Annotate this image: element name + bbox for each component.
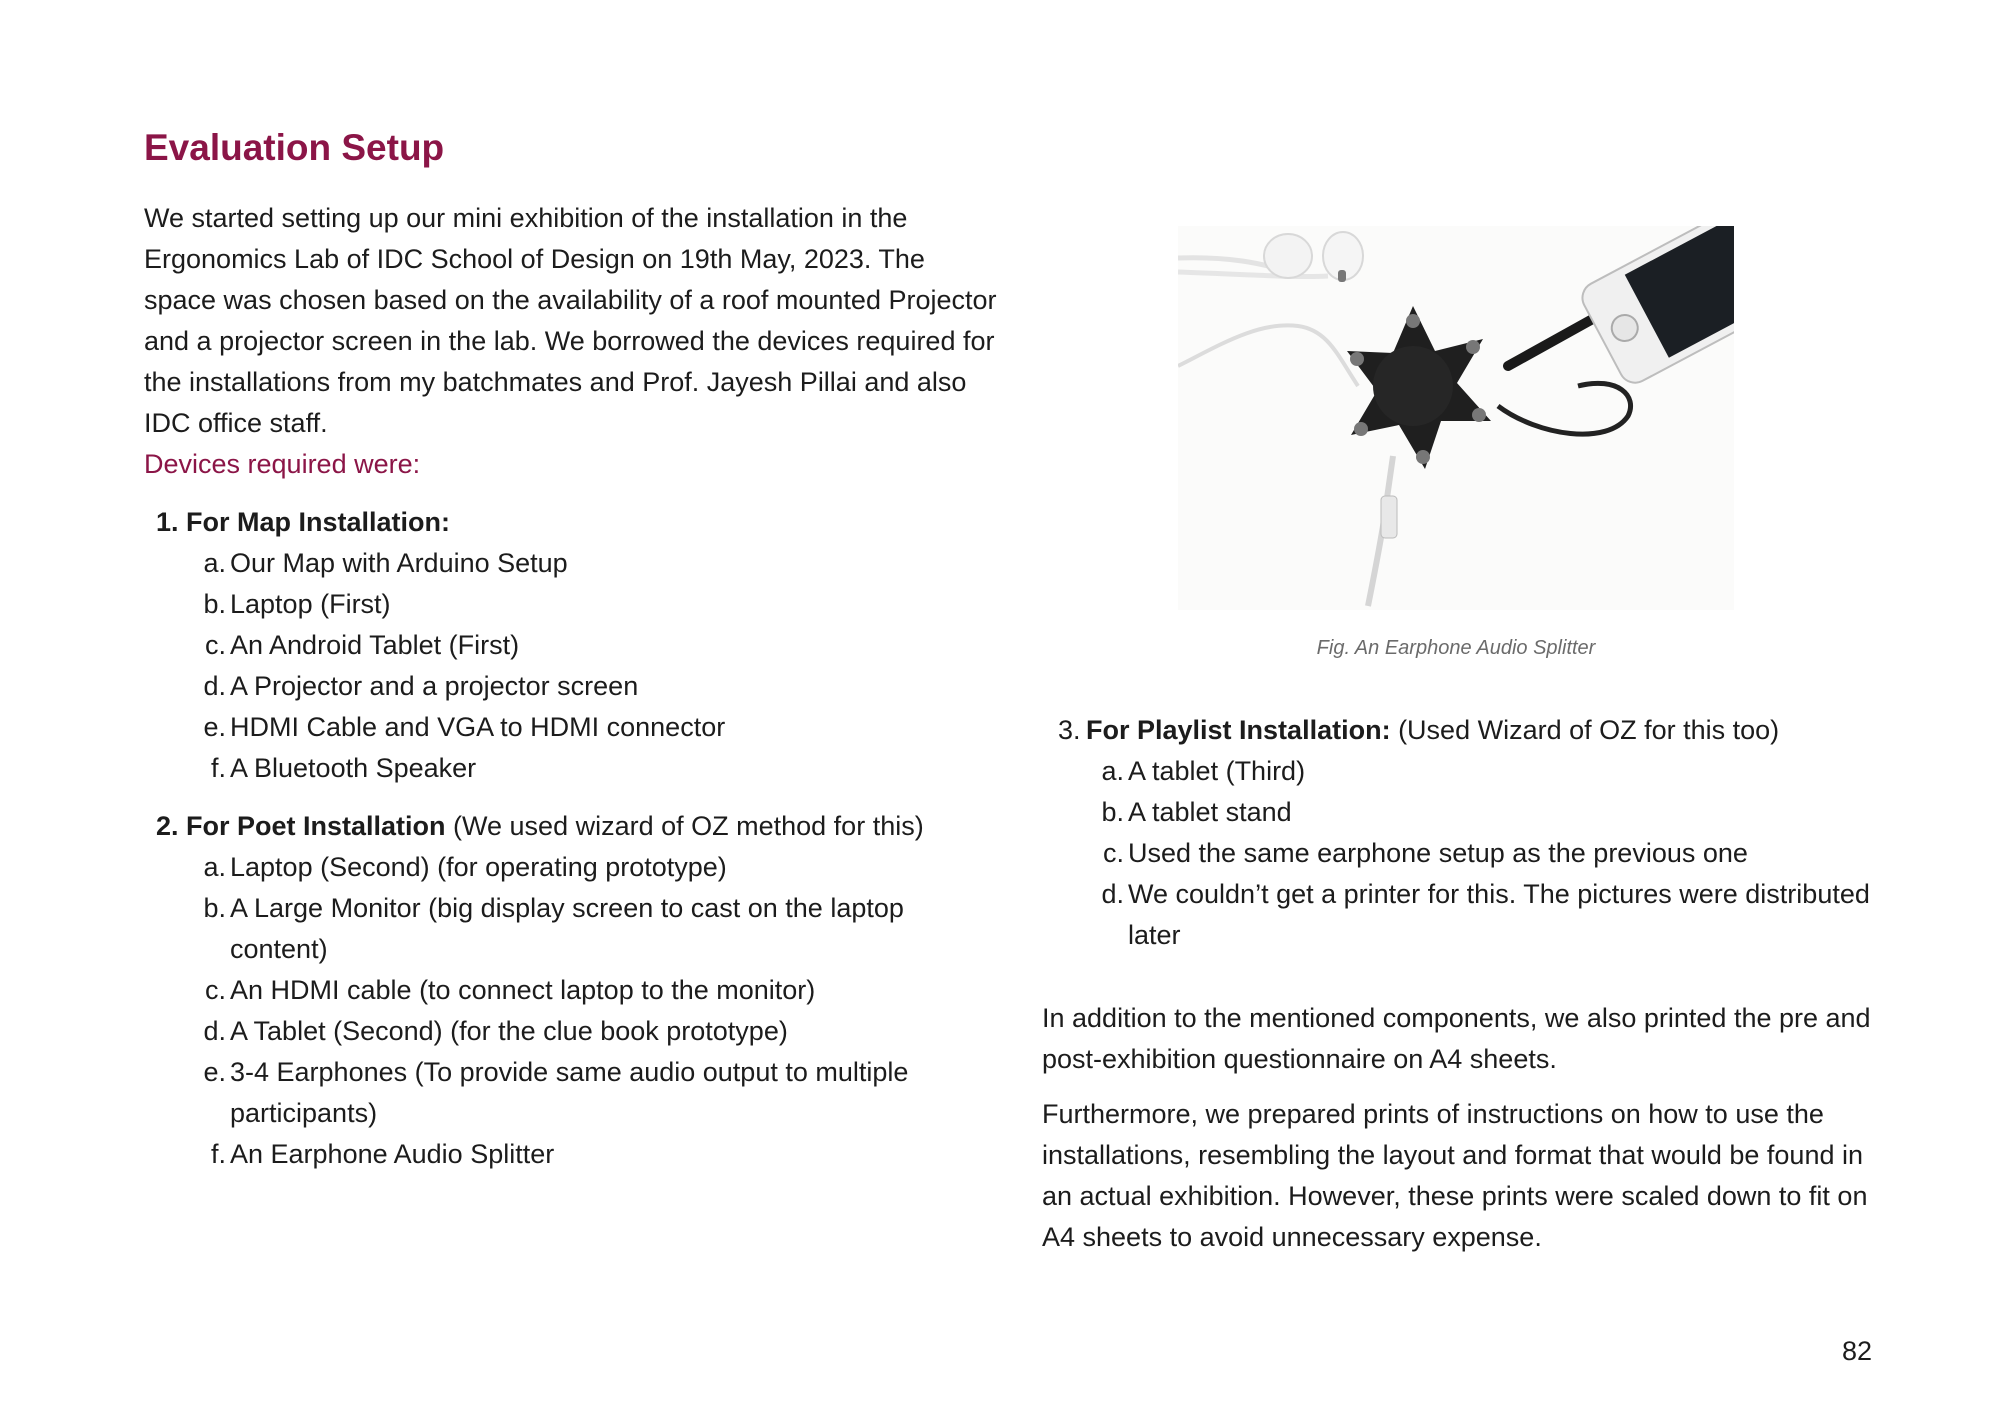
list-item: d. A Tablet (Second) (for the clue book prototype) xyxy=(203,1016,788,1046)
list-item: a. A tablet (Third) xyxy=(1101,756,1306,786)
paragraph-instructions: Furthermore, we prepared prints of instructions on how to use the installations, resembling the layout and format that would be found in an actual exhibition. However, these prints were scaled down to fit on A4 sheets to avoid unnecessary expense. xyxy=(1042,1099,1868,1252)
sub-list xyxy=(144,543,1004,789)
page-number: 82 xyxy=(1841,1336,1872,1366)
sub-list xyxy=(1042,751,1872,956)
list-item: e. HDMI Cable and VGA to HDMI connector xyxy=(203,712,726,742)
list-item: e. 3-4 Earphones (To provide same audio output to multiple participants) xyxy=(203,1057,909,1128)
group-heading xyxy=(144,806,1004,847)
intro-paragraph: We started setting up our mini exhibition of the installation in the Ergonomics Lab of IDC School of Design on 19th May, 2023. The space was chosen based on the availability of a roof mounted Projector and a projector screen in the lab. We borrowed the devices required for the installations from my batchmates and Prof. Jayesh Pillai and also IDC office staff. xyxy=(144,203,997,438)
paragraph-questionnaire: In addition to the mentioned components, we also printed the pre and post-exhibition questionnaire on A4 sheets. xyxy=(1042,1003,1871,1074)
figure-caption: Fig. An Earphone Audio Splitter xyxy=(1316,637,1596,659)
group-number: 2. xyxy=(156,811,179,841)
list-item: b. A tablet stand xyxy=(1101,797,1292,827)
list-item: b. Laptop (First) xyxy=(203,589,391,619)
left-column xyxy=(144,120,1004,1175)
list-item: f. An Earphone Audio Splitter xyxy=(210,1139,555,1169)
group-title: For Poet Installation xyxy=(186,811,446,841)
group-number: 3. xyxy=(1058,715,1081,745)
group-poet-installation xyxy=(144,806,1004,1175)
list-item: b. A Large Monitor (big display screen to cast on the laptop content) xyxy=(203,893,904,964)
group-heading xyxy=(1042,710,1872,751)
devices-label: Devices required were: xyxy=(144,449,421,479)
list-item: f. A Bluetooth Speaker xyxy=(210,753,477,783)
group-note: (Used Wizard of OZ for this too) xyxy=(1390,715,1780,745)
right-column xyxy=(1042,200,1872,1258)
list-item: c. Used the same earphone setup as the previous one xyxy=(1102,838,1748,868)
list-item: c. An HDMI cable (to connect laptop to the monitor) xyxy=(204,975,816,1005)
list-item: a. Laptop (Second) (for operating prototype) xyxy=(203,852,727,882)
list-item: a. Our Map with Arduino Setup xyxy=(203,548,568,578)
group-heading xyxy=(144,502,1004,543)
group-number: 1. xyxy=(156,507,179,537)
page-title: Evaluation Setup xyxy=(144,127,445,168)
group-note: (We used wizard of OZ method for this) xyxy=(445,811,924,841)
list-item: d. We couldn’t get a printer for this. The pictures were distributed later xyxy=(1101,879,1870,950)
group-title: For Map Installation: xyxy=(186,507,451,537)
sub-list xyxy=(144,847,1004,1175)
list-item: d. A Projector and a projector screen xyxy=(203,671,639,701)
group-map-installation xyxy=(144,502,1004,789)
group-title: For Playlist Installation: xyxy=(1086,715,1391,745)
list-item: c. An Android Tablet (First) xyxy=(204,630,520,660)
group-playlist-installation xyxy=(1042,710,1872,956)
